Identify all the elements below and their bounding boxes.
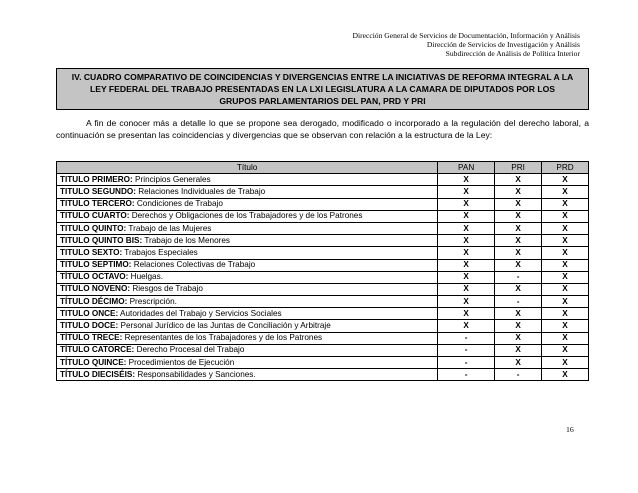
titulo-number: TÍTULO DÉCIMO: <box>60 296 128 306</box>
section-title-line-3: GRUPOS PARLAMENTARIOS DEL PAN, PRD Y PRI <box>219 96 426 106</box>
table-row <box>57 247 589 259</box>
pan-mark-cell: X <box>438 198 495 210</box>
pan-mark-cell: X <box>438 210 495 222</box>
pan-mark-cell: X <box>438 308 495 320</box>
titulo-cell <box>57 357 438 369</box>
document-header <box>352 31 580 59</box>
pri-mark-cell: - <box>495 296 542 308</box>
prd-mark-cell: X <box>542 247 589 259</box>
header-line-2: Dirección de Servicios de Investigación y Análisis <box>426 40 580 50</box>
prd-mark-cell: X <box>542 369 589 381</box>
page-number: 16 <box>566 425 574 434</box>
pri-mark-cell: X <box>495 332 542 344</box>
titulo-cell <box>57 235 438 247</box>
pri-mark-cell: X <box>495 198 542 210</box>
prd-mark-cell: X <box>542 259 589 271</box>
titulo-number: TITULO QUINTO: <box>60 223 127 233</box>
table-row <box>57 320 589 332</box>
titulo-name: Procedimientos de Ejecución <box>126 357 235 367</box>
titulo-number: TÍTULO DIECISÉIS: <box>60 369 136 379</box>
titulo-name: Riesgos de Trabajo <box>130 284 203 294</box>
table-row <box>57 210 589 222</box>
prd-mark-cell: X <box>542 186 589 198</box>
header-line-1: Dirección General de Servicios de Documentación, Información y Análisis <box>352 31 580 40</box>
prd-mark-cell: X <box>542 332 589 344</box>
titulo-number: TÍTULO QUINCE: <box>60 357 127 367</box>
titulo-name: Representantes de los Trabajadores y de los Patrones <box>122 333 323 343</box>
table-row <box>57 174 589 186</box>
pan-mark-cell: - <box>438 369 495 381</box>
section-title-line-1: IV. CUADRO COMPARATIVO DE COINCIDENCIAS Y DIVERGENCIAS ENTRE LA INICIATIVAS DE REFORMA INTEGRAL A LA <box>71 72 574 82</box>
header-line-3: Subdirección de Análisis de Política Interior <box>445 49 580 59</box>
pan-mark-cell: X <box>438 320 495 332</box>
pri-mark-cell: - <box>495 369 542 381</box>
section-title-line-2: LEY FEDERAL DEL TRABAJO PRESENTADAS EN LA LXI LEGISLATURA A LA CAMARA DE DIPUTADOS POR LOS <box>89 84 556 94</box>
titulo-number: TÍTULO TRECE: <box>60 333 123 343</box>
titulo-cell <box>57 283 438 295</box>
prd-mark-cell: X <box>542 174 589 186</box>
table-row <box>57 308 589 320</box>
table-row <box>57 332 589 344</box>
titulo-cell <box>57 222 438 234</box>
titulo-name: Principios Generales <box>132 174 211 184</box>
titulo-name: Trabajos Especiales <box>122 247 198 257</box>
titulo-name: Trabajo de las Mujeres <box>126 223 212 233</box>
titulo-cell <box>57 186 438 198</box>
prd-mark-cell: X <box>542 320 589 332</box>
titulo-cell <box>57 296 438 308</box>
titulo-cell <box>57 271 438 283</box>
table-row <box>57 186 589 198</box>
prd-mark-cell: X <box>542 296 589 308</box>
titulo-number: TITULO SEXTO: <box>60 247 123 257</box>
section-title-banner <box>56 68 589 110</box>
prd-mark-cell: X <box>542 344 589 356</box>
titulo-name: Autoridades del Trabajo y Servicios Sociales <box>118 308 282 318</box>
titulo-number: TITULO DOCE: <box>60 321 119 331</box>
titulo-number: TÍTULO CATORCE: <box>60 345 135 355</box>
titulo-number: TITULO SEPTIMO: <box>60 260 132 270</box>
titulo-number: TITULO CUARTO: <box>60 211 130 221</box>
pan-mark-cell: - <box>438 357 495 369</box>
column-header-pan: PAN <box>438 162 495 174</box>
pan-mark-cell: X <box>438 259 495 271</box>
comparison-table <box>56 161 589 381</box>
titulo-cell <box>57 308 438 320</box>
pri-mark-cell: - <box>495 271 542 283</box>
prd-mark-cell: X <box>542 308 589 320</box>
titulo-name: Prescripción. <box>127 296 177 306</box>
pan-mark-cell: - <box>438 344 495 356</box>
pan-mark-cell: - <box>438 332 495 344</box>
prd-mark-cell: X <box>542 222 589 234</box>
table-row <box>57 235 589 247</box>
pan-mark-cell: X <box>438 283 495 295</box>
titulo-cell <box>57 344 438 356</box>
column-header-pri: PRI <box>495 162 542 174</box>
table-row <box>57 344 589 356</box>
column-header-prd: PRD <box>542 162 589 174</box>
pri-mark-cell: X <box>495 174 542 186</box>
titulo-number: TITULO SEGUNDO: <box>60 186 136 196</box>
prd-mark-cell: X <box>542 271 589 283</box>
titulo-cell <box>57 174 438 186</box>
table-row <box>57 271 589 283</box>
titulo-name: Derecho Procesal del Trabajo <box>134 345 245 355</box>
pri-mark-cell: X <box>495 308 542 320</box>
pan-mark-cell: X <box>438 296 495 308</box>
titulo-name: Personal Jurídico de las Juntas de Conciliación y Arbitraje <box>118 321 331 331</box>
titulo-number: TITULO NOVENO: <box>60 284 131 294</box>
pan-mark-cell: X <box>438 222 495 234</box>
titulo-cell <box>57 332 438 344</box>
pri-mark-cell: X <box>495 222 542 234</box>
titulo-name: Derechos y Obligaciones de los Trabajadores y de los Patrones <box>129 211 363 221</box>
prd-mark-cell: X <box>542 235 589 247</box>
pan-mark-cell: X <box>438 271 495 283</box>
pan-mark-cell: X <box>438 247 495 259</box>
titulo-cell <box>57 198 438 210</box>
pri-mark-cell: X <box>495 357 542 369</box>
table-row <box>57 296 589 308</box>
titulo-name: Trabajo de los Menores <box>142 235 231 245</box>
titulo-cell <box>57 247 438 259</box>
titulo-number: TITULO TERCERO: <box>60 199 135 209</box>
titulo-name: Responsabilidades y Sanciones. <box>135 369 256 379</box>
column-header-titulo: Título <box>57 162 438 174</box>
pri-mark-cell: X <box>495 186 542 198</box>
titulo-cell <box>57 210 438 222</box>
pri-mark-cell: X <box>495 210 542 222</box>
titulo-cell <box>57 320 438 332</box>
table-row <box>57 369 589 381</box>
titulo-name: Relaciones Colectivas de Trabajo <box>131 260 256 270</box>
pri-mark-cell: X <box>495 259 542 271</box>
titulo-number: TITULO PRIMERO: <box>60 174 133 184</box>
prd-mark-cell: X <box>542 283 589 295</box>
table-row <box>57 198 589 210</box>
pan-mark-cell: X <box>438 174 495 186</box>
prd-mark-cell: X <box>542 210 589 222</box>
table-row <box>57 357 589 369</box>
prd-mark-cell: X <box>542 198 589 210</box>
pan-mark-cell: X <box>438 186 495 198</box>
titulo-name: Condiciones de Trabajo <box>134 199 223 209</box>
table-row <box>57 259 589 271</box>
pri-mark-cell: X <box>495 320 542 332</box>
prd-mark-cell: X <box>542 357 589 369</box>
titulo-name: Huelgas. <box>128 272 163 282</box>
table-row <box>57 222 589 234</box>
pri-mark-cell: X <box>495 247 542 259</box>
titulo-name: Relaciones Individuales de Trabajo <box>135 186 266 196</box>
titulo-cell <box>57 259 438 271</box>
table-row <box>57 283 589 295</box>
pan-mark-cell: X <box>438 235 495 247</box>
titulo-number: TITULO QUINTO BIS: <box>60 235 143 245</box>
titulo-number: TITULO ONCE: <box>60 308 119 318</box>
pri-mark-cell: X <box>495 235 542 247</box>
pri-mark-cell: X <box>495 283 542 295</box>
intro-paragraph: A fin de conocer más a detalle lo que se propone sea derogado, modificado o incorporado a la regulación del derecho laboral, a continuación se presentan las coincidencias y divergencias que se observan con relación a la estructura de la Ley: <box>56 118 589 141</box>
titulo-number: TÍTULO OCTAVO: <box>60 272 129 282</box>
pri-mark-cell: X <box>495 344 542 356</box>
titulo-cell <box>57 369 438 381</box>
table-header-row <box>57 162 589 174</box>
